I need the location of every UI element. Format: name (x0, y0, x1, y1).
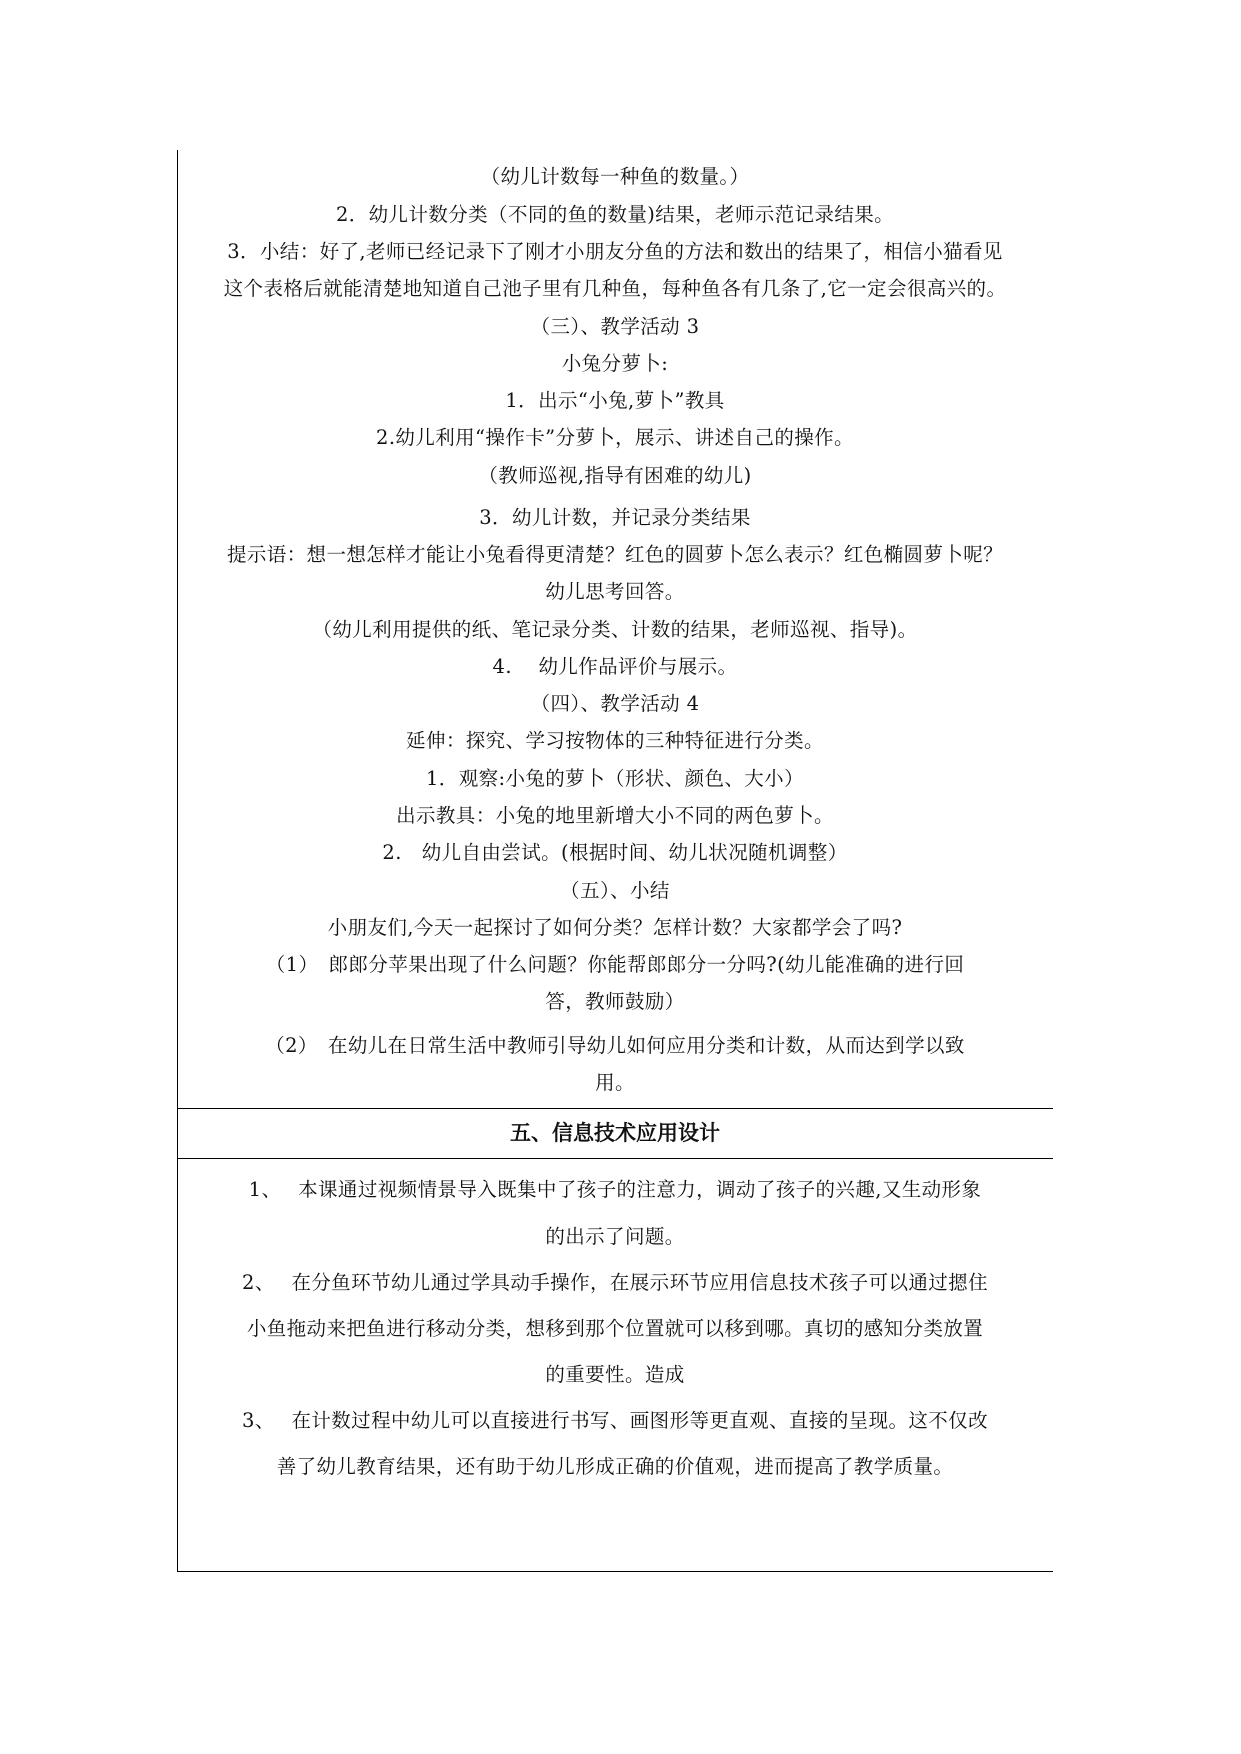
text-line: 小朋友们,今天一起探讨了如何分类？怎样计数？大家都学会了吗? (327, 916, 903, 939)
text-line: 出示教具：小兔的地里新增大小不同的两色萝卜。 (396, 804, 834, 827)
subsection-heading: （三）、教学活动 3 (530, 315, 700, 338)
text-line: 4. 幼儿作品评价与展示。 (492, 655, 738, 678)
text-line: 3、 在计数过程中幼儿可以直接进行书写、画图形等更直观、直接的呈现。这不仅改 (242, 1409, 988, 1432)
text-line: 善了幼儿教育结果，还有助于幼儿形成正确的价值观，进而提高了教学质量。 (276, 1455, 954, 1478)
lesson-table (177, 150, 1053, 1572)
table-row-divider-top (177, 1108, 1053, 1109)
text-line: 延伸：探究、学习按物体的三种特征进行分类。 (406, 729, 824, 752)
text-line: 用。 (595, 1071, 635, 1094)
subsection-heading: （四）、教学活动 4 (530, 692, 700, 715)
text-line: （幼儿利用提供的纸、笔记录分类、计数的结果，老师巡视、指导)。 (312, 618, 918, 641)
text-line: 幼儿思考回答。 (545, 580, 685, 603)
text-line: 1．出示“小兔,萝卜”教具 (505, 389, 725, 412)
table-bottom-border (177, 1571, 1053, 1572)
text-line: 提示语：想一想怎样才能让小兔看得更清楚？红色的圆萝卜怎么表示？红色椭圆萝卜呢？ (226, 543, 1004, 566)
text-line: 3．小结：好了,老师已经记录下了刚才小朋友分鱼的方法和数出的结果了，相信小猫看见 (227, 240, 1003, 263)
text-line: 2、 在分鱼环节幼儿通过学具动手操作，在展示环节应用信息技术孩子可以通过摁住 (242, 1271, 988, 1294)
text-line: 2.幼儿利用“操作卡”分萝卜，展示、讲述自己的操作。 (376, 426, 854, 449)
text-line: 小鱼拖动来把鱼进行移动分类，想移到那个位置就可以移到哪。真切的感知分类放置 (246, 1317, 984, 1340)
text-line: 1．观察:小兔的萝卜（形状、颜色、大小） (426, 767, 804, 790)
text-line: 的重要性。造成 (545, 1363, 685, 1386)
table-row-divider-bottom (177, 1158, 1053, 1159)
text-line: （幼儿计数每一种鱼的数量。） (480, 165, 750, 188)
text-line: 2．幼儿计数分类（不同的鱼的数量)结果，老师示范记录结果。 (335, 203, 895, 226)
text-line: 3．幼儿计数，并记录分类结果 (479, 506, 751, 529)
text-line: 这个表格后就能清楚地知道自己池子里有几种鱼，每种鱼各有几条了,它一定会很高兴的。 (223, 277, 1007, 300)
text-line: 1、 本课通过视频情景导入既集中了孩子的注意力，调动了孩子的兴趣,又生动形象 (248, 1178, 982, 1201)
text-line: 答，教师鼓励） (545, 990, 685, 1013)
text-line: 2. 幼儿自由尝试。(根据时间、幼儿状况随机调整） (382, 841, 848, 864)
section-title: 五、信息技术应用设计 (510, 1121, 720, 1145)
text-line: （2） 在幼儿在日常生活中教师引导幼儿如何应用分类和计数，从而达到学以致 (265, 1034, 965, 1057)
text-line: 小兔分萝卜: (561, 352, 669, 375)
subsection-heading: （五）、小结 (560, 879, 670, 902)
text-line: （教师巡视,指导有困难的幼儿) (478, 464, 752, 487)
text-line: 的出示了问题。 (545, 1225, 685, 1248)
text-line: （1） 郎郎分苹果出现了什么问题？你能帮郎郎分一分吗?(幼儿能准确的进行回 (265, 953, 965, 976)
